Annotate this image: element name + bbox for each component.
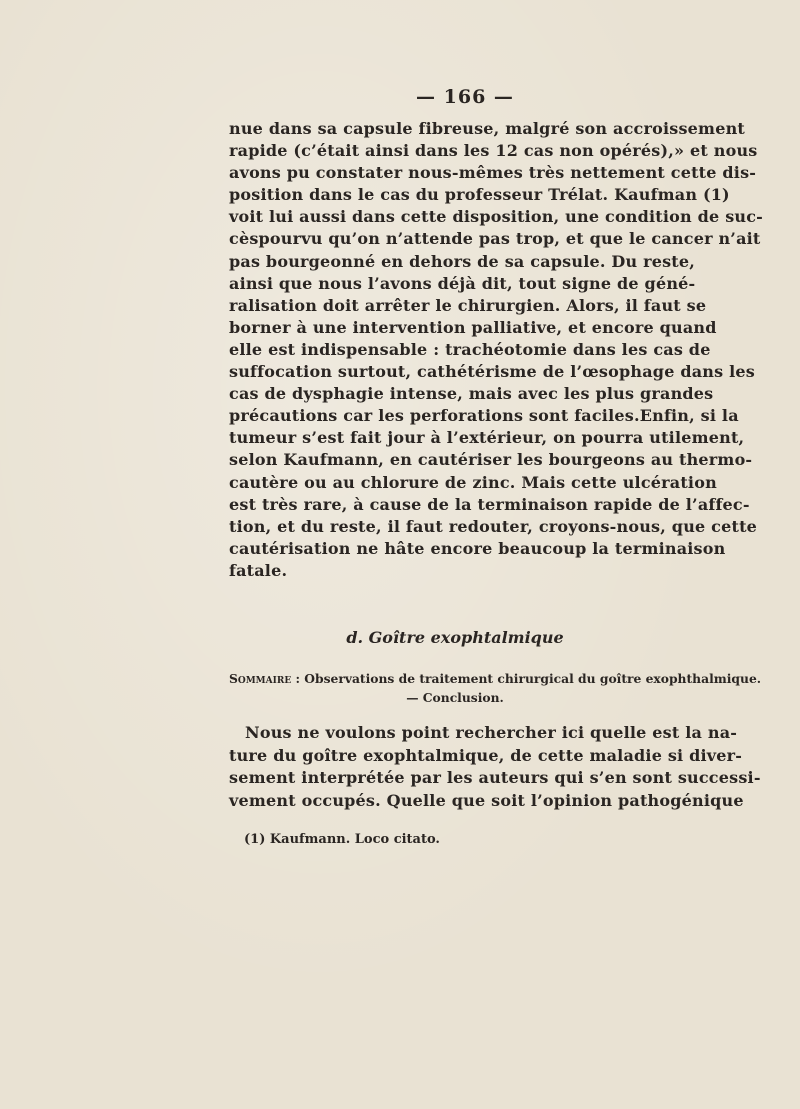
sommaire-text: Observations de traitement chirurgical du goître exophthalmique.: [300, 671, 762, 686]
text-line: sement interprétée par les auteurs qui s’en sont successi-: [229, 768, 761, 787]
text-line: avons pu constater nous-mêmes très nettement cette dis-: [229, 163, 757, 183]
text-line: voit lui aussi dans cette disposition, une condition de suc-: [229, 207, 764, 227]
text-line: position dans le cas du professeur Trélat. Kaufman (1): [229, 185, 730, 205]
text-line: est très rare, à cause de la terminaison rapide de l’affec-: [229, 494, 750, 514]
text-line: nue dans sa capsule fibreuse, malgré son accroissement: [229, 119, 745, 138]
text-line: ralisation doit arrêter le chirurgien. Alors, il faut se: [229, 295, 707, 315]
text-line: borner à une intervention palliative, et encore quand: [229, 317, 717, 337]
paragraph-1: [229, 118, 764, 582]
text-line: cautérisation ne hâte encore beaucoup la terminaison: [229, 538, 726, 558]
sommaire-conclusion: — Conclusion.: [406, 690, 504, 705]
text-line: ainsi que nous l’avons déjà dit, tout signe de géné-: [229, 273, 696, 293]
paragraph-2: [229, 722, 761, 812]
text-line: selon Kaufmann, en cautériser les bourgeons au thermo-: [229, 450, 753, 470]
text-line: fatale.: [229, 560, 288, 580]
sommaire-line: [229, 669, 762, 688]
section-title: d. Goître exophtalmique: [346, 628, 564, 647]
text-line: tumeur s’est fait jour à l’extérieur, on pourra utilement,: [229, 428, 745, 448]
text-line: elle est indispensable : trachéotomie dans les cas de: [229, 339, 711, 359]
text-line: tion, et du reste, il faut redouter, croyons-nous, que cette: [229, 516, 758, 536]
text-line: cautère ou au chlorure de zinc. Mais cette ulcération: [229, 472, 717, 492]
text-line: suffocation surtout, cathétérisme de l’œsophage dans les: [229, 362, 755, 382]
text-line: rapide (c’était ainsi dans les 12 cas non opérés),» et nous: [229, 141, 758, 161]
sommaire-label: Sommaire :: [229, 671, 300, 686]
text-line: Nous ne voulons point rechercher ici quelle est la na-: [245, 723, 738, 742]
page-number: — 166 —: [416, 86, 514, 108]
text-line: cas de dysphagie intense, mais avec les plus grandes: [229, 384, 714, 404]
text-line: ture du goître exophtalmique, de cette maladie si diver-: [229, 745, 743, 765]
text-line: pas bourgeonné en dehors de sa capsule. Du reste,: [229, 251, 696, 271]
text-line: précautions car les perforations sont faciles.Enfin, si la: [229, 406, 739, 426]
sommaire: [229, 669, 762, 707]
text-line: cèspourvu qu’on n’attende pas trop, et que le cancer n’ait: [229, 229, 761, 249]
text-line: vement occupés. Quelle que soit l’opinion pathogénique: [229, 790, 744, 810]
footnote: (1) Kaufmann. Loco citato.: [244, 832, 440, 847]
